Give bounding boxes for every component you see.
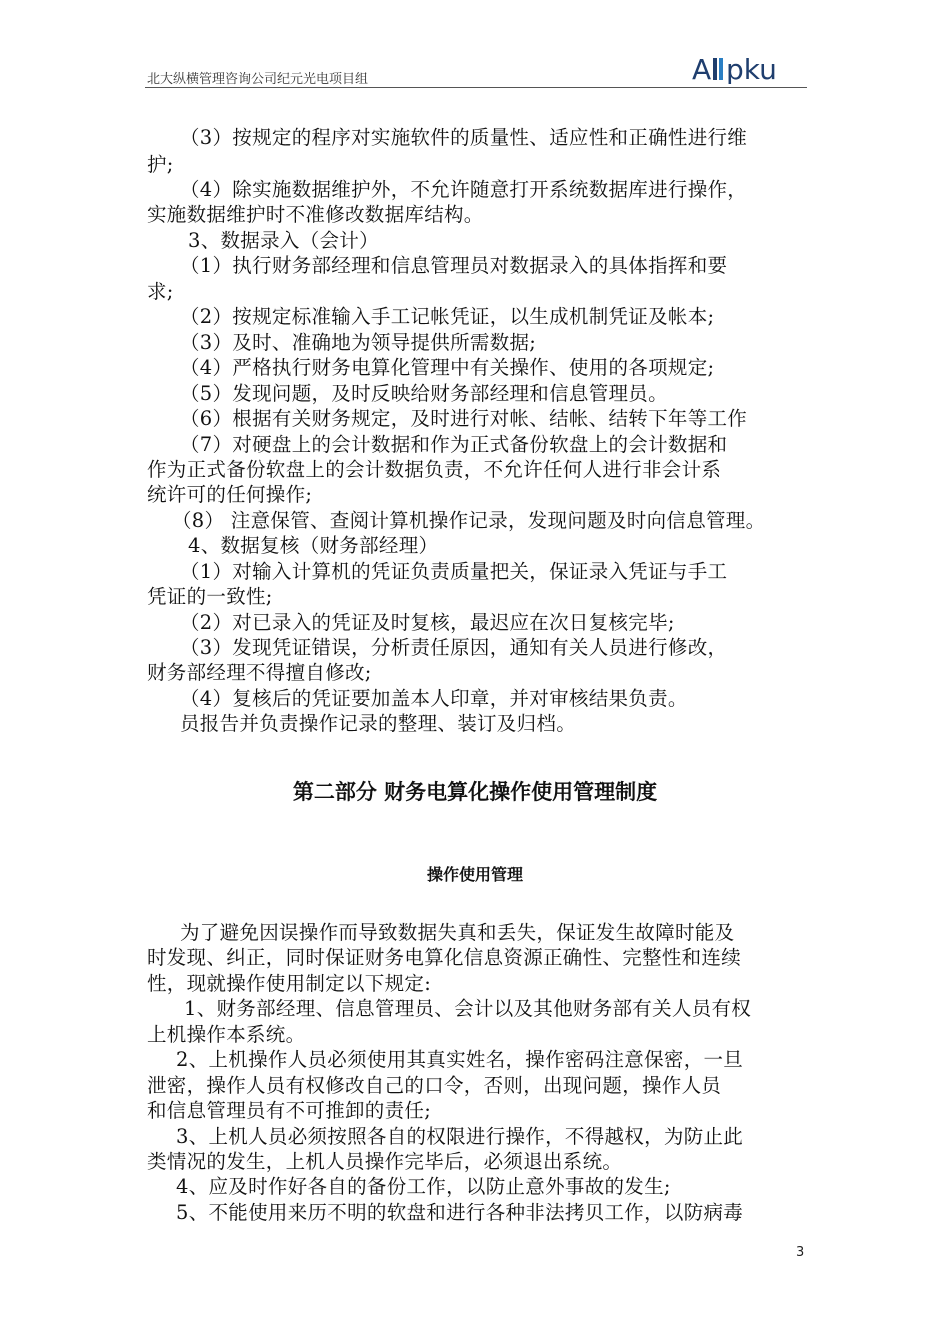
text-line: 类情况的发生，上机人员操作完毕后，必须退出系统。 <box>147 1150 623 1173</box>
text-line: 3、上机人员必须按照各自的权限进行操作，不得越权，为防止此 <box>176 1125 744 1148</box>
text-line: 4、数据复核（财务部经理） <box>188 534 439 557</box>
text-line: 5、不能使用来历不明的软盘和进行各种非法拷贝工作，以防病毒 <box>176 1201 744 1224</box>
text-line: （6）根据有关财务规定，及时进行对帐、结帐、结转下年等工作 <box>180 407 748 430</box>
text-line: （2）对已录入的凭证及时复核，最迟应在次日复核完毕; <box>180 611 675 634</box>
subsection-title: 操作使用管理 <box>426 865 523 884</box>
text-line: 作为正式备份软盘上的会计数据负责，不允许任何人进行非会计系 <box>147 458 722 481</box>
text-line: 为了避免因误操作而导致数据失真和丢失，保证发生故障时能及 <box>180 921 735 944</box>
text-line: 4、应及时作好各自的备份工作，以防止意外事故的发生; <box>176 1175 671 1198</box>
svg-text:A: A <box>692 53 712 84</box>
text-line: （8） 注意保管、查阅计算机操作记录，发现问题及时向信息管理。 <box>172 509 766 532</box>
text-line: （4）严格执行财务电算化管理中有关操作、使用的各项规定; <box>180 356 715 379</box>
text-line: （4）除实施数据维护外，不允许随意打开系统数据库进行操作， <box>180 178 748 201</box>
allpku-logo <box>690 52 810 84</box>
header-text: 北大纵横管理咨询公司纪元光电项目组 <box>147 72 369 87</box>
text-line: 上机操作本系统。 <box>147 1023 306 1046</box>
text-line: 统许可的任何操作; <box>147 483 313 506</box>
section-title: 第二部分 财务电算化操作使用管理制度 <box>292 780 658 804</box>
text-line: （1）对输入计算机的凭证负责质量把关，保证录入凭证与手工 <box>180 560 728 583</box>
page-number: 3 <box>796 1245 805 1260</box>
text-line: 2、上机操作人员必须使用其真实姓名，操作密码注意保密，一旦 <box>176 1048 744 1071</box>
text-line: （1）执行财务部经理和信息管理员对数据录入的具体指挥和要 <box>180 254 728 277</box>
text-line: 1、财务部经理、信息管理员、会计以及其他财务部有关人员有权 <box>184 997 752 1020</box>
text-line: 泄密，操作人员有权修改自己的口令，否则，出现问题，操作人员 <box>147 1074 722 1097</box>
text-line: 凭证的一致性; <box>147 585 273 608</box>
text-line: （2）按规定标准输入手工记帐凭证，以生成机制凭证及帐本; <box>180 305 715 328</box>
text-line: （3）发现凭证错误，分析责任原因，通知有关人员进行修改， <box>180 636 728 659</box>
text-line: （3）及时、准确地为领导提供所需数据; <box>180 331 537 354</box>
text-line: 护; <box>147 153 174 176</box>
text-line: 性，现就操作使用制定以下规定: <box>147 972 432 995</box>
header-divider <box>145 87 807 88</box>
text-line: （3）按规定的程序对实施软件的质量性、适应性和正确性进行维 <box>180 126 748 149</box>
text-line: 时发现、纠正，同时保证财务电算化信息资源正确性、完整性和连续 <box>147 946 742 969</box>
text-line: 实施数据维护时不准修改数据库结构。 <box>147 203 484 226</box>
text-line: （4）复核后的凭证要加盖本人印章，并对审核结果负责。 <box>180 687 688 710</box>
text-line: （5）发现问题，及时反映给财务部经理和信息管理员。 <box>180 382 668 405</box>
text-line: 3、数据录入（会计） <box>188 229 379 252</box>
text-line: 求; <box>147 280 174 303</box>
text-line: （7）对硬盘上的会计数据和作为正式备份软盘上的会计数据和 <box>180 433 728 456</box>
text-line: 和信息管理员有不可推卸的责任; <box>147 1099 432 1122</box>
svg-text:pku: pku <box>726 53 777 84</box>
text-line: 财务部经理不得擅自修改; <box>147 661 372 684</box>
text-line: 员报告并负责操作记录的整理、装订及归档。 <box>180 712 577 735</box>
